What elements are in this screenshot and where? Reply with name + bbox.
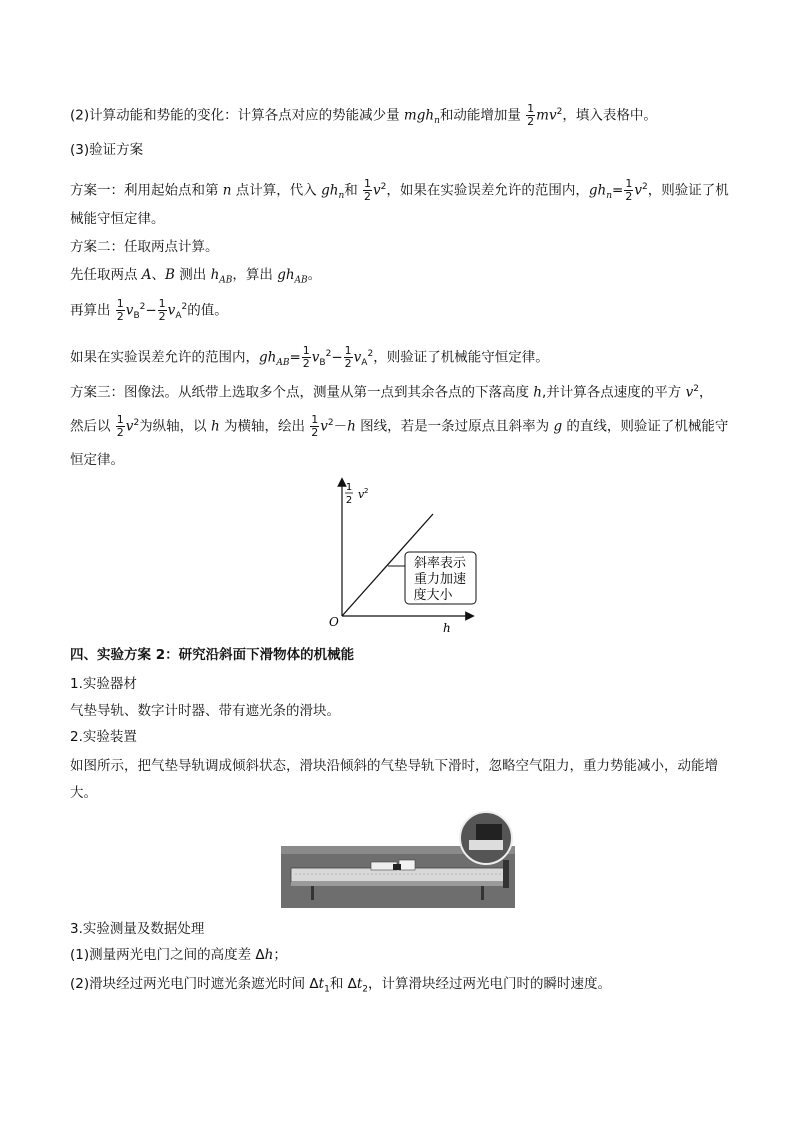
slope-note-line2: 重力加速: [413, 572, 467, 587]
fraction-half: $\frac{1}{2}$: [527, 102, 535, 128]
y-label-sup: 2: [364, 487, 369, 495]
plan-three: 方案三：图像法。从纸带上选取多个点，测量从第一点到其余各点的下落高度 h,并计算各点速度的平方 $v^2$，: [70, 384, 713, 401]
y-label-v: v: [358, 488, 365, 501]
fraction-half: $\frac{1}{2}$: [311, 413, 319, 439]
step-compute-energy-change: (2)计算动能和势能的变化：计算各点对应的势能减少量 mgh$_n$和动能增加量 $\frac{1}{2}$ $mv^2$，填入表格中。: [70, 102, 657, 128]
slope-note-line3: 度大小: [413, 588, 453, 603]
air-track-photo: [281, 810, 515, 908]
plan-one: 方案一：利用起始点和第 n 点计算，代入 $gh_n$和 $\frac{1}{2}$ $v^2$，如果在实验误差允许的范围内，$gh_n=$ $\frac{1}{2}$ $v^2$，则验证了机: [70, 177, 729, 203]
plan-three-cont: 然后以 $\frac{1}{2}$ $v^2$为纵轴，以 h 为横轴，绘出 $\frac{1}{2}$ $v^2-h$ 图线，若是一条过原点且斜率为 g 的直线，则验证了机械能守: [70, 413, 729, 439]
plan-two-conclusion: 如果在实验误差允许的范围内，$gh_{AB}=$ $\frac{1}{2}$ $v_B^2-$ $\frac{1}{2}$ $v_A^2$，则验证了机械能守恒定律。: [70, 344, 549, 370]
fraction-half: $\frac{1}{2}$: [302, 344, 310, 370]
fraction-half: $\frac{1}{2}$: [116, 297, 124, 323]
x-label: h: [443, 621, 451, 635]
plan-one-cont: 械能守恒定律。: [70, 211, 165, 227]
equipment-text: 气垫导轨、数字计时器、带有遮光条的滑块。: [70, 703, 340, 719]
fraction-half: $\frac{1}{2}$: [158, 297, 166, 323]
energy-height-graph: [320, 476, 490, 638]
measurement-step1: (1)测量两光电门之间的高度差 Δh；: [70, 947, 287, 963]
measurement-step2: (2)滑块经过两光电门时遮光条遮光时间 $\Delta t_1$和 $\Delta t_2$，计算滑块经过两光电门时的瞬时速度。: [70, 976, 612, 995]
plan-three-end: 恒定律。: [70, 452, 124, 468]
y-label-den: 2: [345, 495, 353, 506]
fraction-half: $\frac{1}{2}$: [625, 177, 633, 203]
air-track-rail: [291, 868, 505, 882]
slope-note-line1: 斜率表示: [413, 556, 467, 571]
y-label-num: 1: [345, 482, 353, 493]
fraction-half: $\frac{1}{2}$: [364, 177, 372, 203]
subheading-measurement: 3.实验测量及数据处理: [70, 921, 205, 937]
plan-two-step2: 再算出 $\frac{1}{2}$ $v_B^2-$ $\frac{1}{2}$ $v_A^2$的值。: [70, 297, 228, 323]
setup-text: 如图所示，把气垫导轨调成倾斜状态，滑块沿倾斜的气垫导轨下滑时，忽略空气阻力，重力势能减小，动能增大。: [70, 758, 718, 801]
subheading-setup: 2.实验装置: [70, 729, 137, 745]
plan-two-step1: 先任取两点 A、B 测出 $h_{AB}$，算出 $gh_{AB}$。: [70, 267, 322, 286]
plan-two: 方案二：任取两点计算。: [70, 239, 219, 255]
section-heading: 四、实验方案 2：研究沿斜面下滑物体的机械能: [70, 647, 355, 663]
heading-verification-plan: (3)验证方案: [70, 142, 144, 158]
fraction-half: $\frac{1}{2}$: [116, 413, 124, 439]
origin-label: O: [329, 615, 339, 629]
fraction-half: $\frac{1}{2}$: [344, 344, 352, 370]
subheading-equipment: 1.实验器材: [70, 676, 137, 692]
